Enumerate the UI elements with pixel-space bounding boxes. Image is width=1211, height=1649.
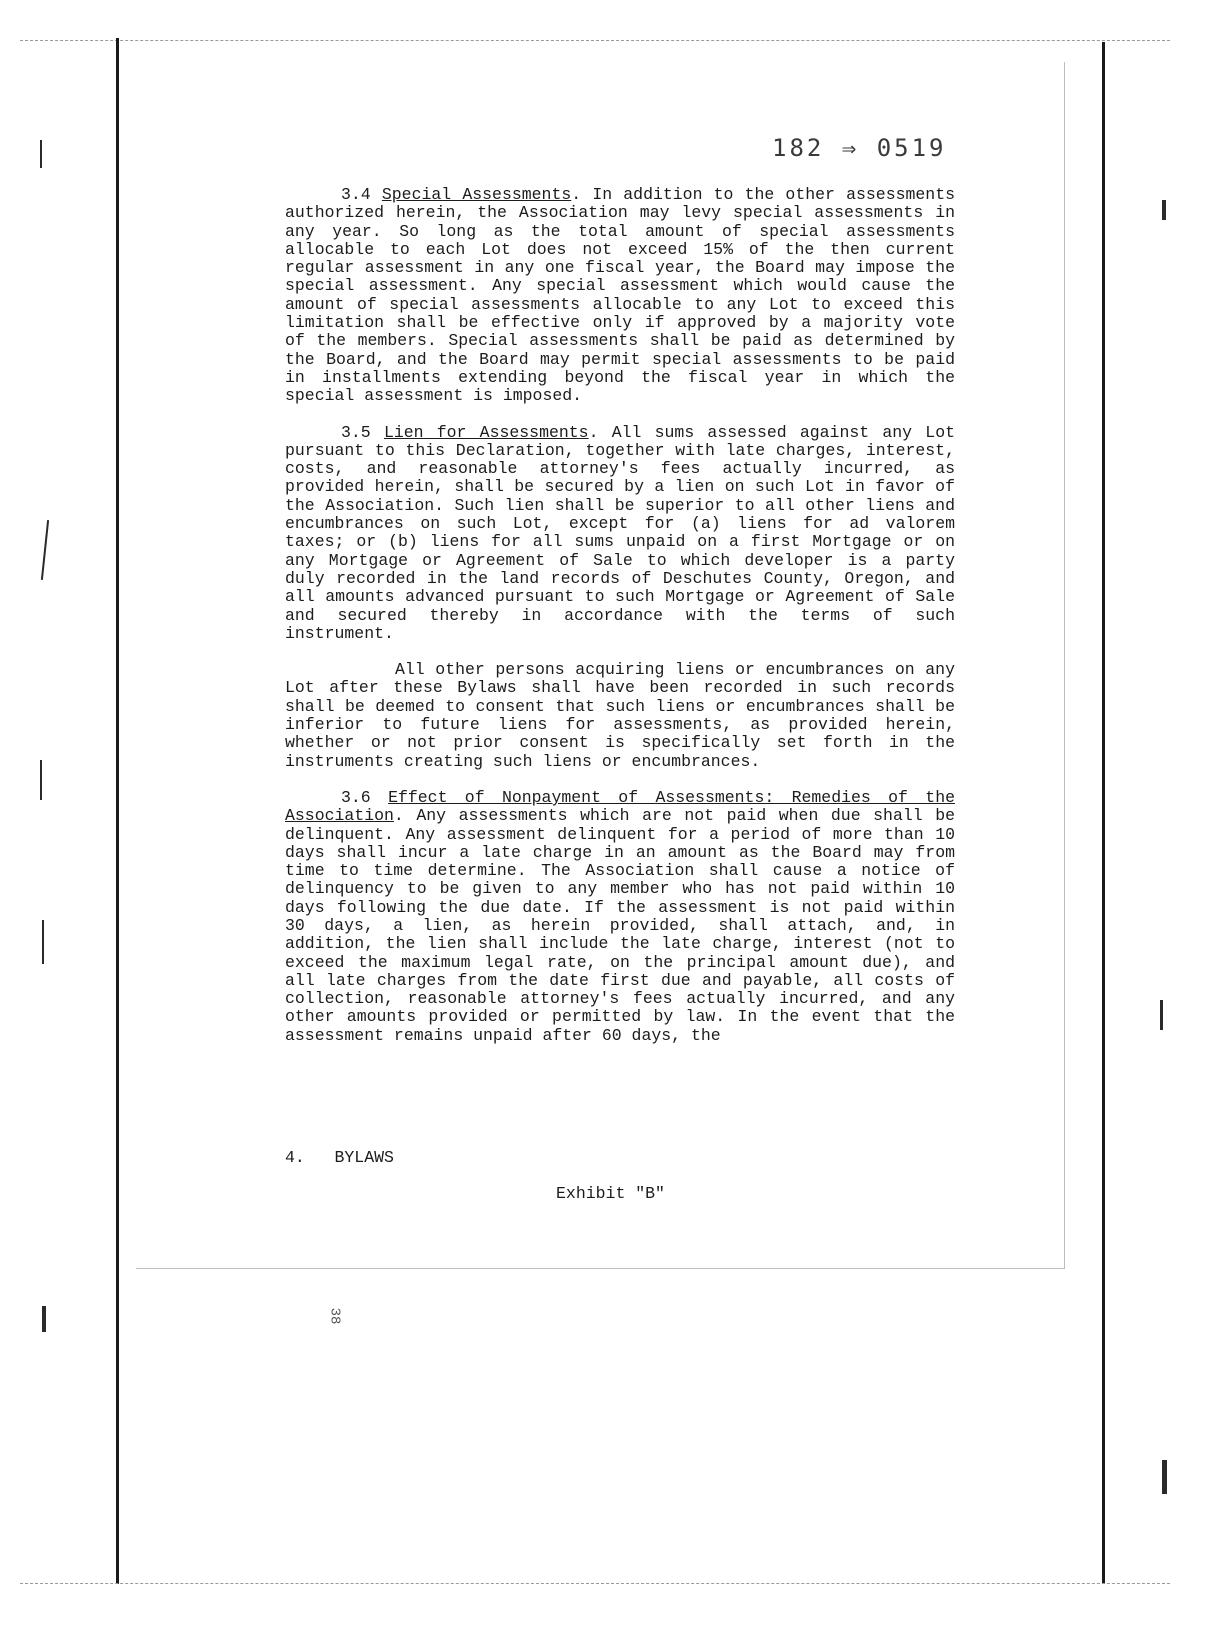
section-text: . Any assessments which are not paid when due shall be delinquent. Any assessment delinquent for a period of more than 10 days shall incur a late charge in an amount as the Board may from time to time determine. The Association shall cause a notice of delinquency to be given to any member who has not paid within 10 days following the due date. If the assessment is not paid within 30 days, a lien, as herein provided, shall attach, and, in addition, the lien shall include the late charge, interest (not to exceed the maximum legal rate, on the principal amount due), and all late charges from the date first due and payable, all costs of collection, reasonable attorney's fees actually incurred, and any other amounts provided or permitted by law. In the event that the assessment remains unpaid after 60 days, the	[285, 806, 955, 1045]
section-3-6	[285, 789, 955, 1045]
document-body	[285, 186, 955, 1045]
section-3-4	[285, 186, 955, 406]
margin-artifact	[42, 1306, 46, 1332]
section-number: 3.5	[341, 422, 371, 442]
exhibit-label: Exhibit "B"	[556, 1184, 665, 1203]
margin-artifact	[42, 920, 44, 964]
scan-left-border	[116, 38, 119, 1584]
section-number: 3.6	[341, 787, 371, 807]
margin-artifact	[1162, 200, 1166, 220]
document-stamp: 182 ⇒ 0519	[772, 134, 947, 162]
margin-artifact	[41, 520, 49, 580]
page-footer-label: 4. BYLAWS	[285, 1148, 394, 1167]
margin-artifact	[1162, 1460, 1167, 1494]
scan-bottom-edge	[20, 1583, 1170, 1584]
section-number: 3.4	[341, 185, 371, 204]
section-text: . All sums assessed against any Lot pursuant to this Declaration, together with late charges, interest, costs, and reasonable attorney's fees actually incurred, as provided herein, shall be secured by a lien on such Lot in favor of the Association. Such lien shall be superior to all other liens and encumbrances on such Lot, except for (a) liens for ad valorem taxes; or (b) liens for all sums unpaid on a first Mortgage or on any Mortgage or Agreement of Sale to which developer is a party duly recorded in the land records of Deschutes County, Oregon, and all amounts advanced pursuant to such Mortgage or Agreement of Sale and secured thereby in accordance with the terms of such instrument.	[285, 422, 955, 643]
scan-top-edge	[20, 40, 1170, 41]
margin-artifact	[40, 140, 42, 168]
stray-mark: 38	[326, 1307, 343, 1325]
section-heading: Lien for Assessments	[383, 422, 589, 442]
section-3-5-continued: All other persons acquiring liens or encumbrances on any Lot after these Bylaws shall have been recorded in such records shall be deemed to consent that such liens or encumbrances shall be inferior to future liens for assessments, as provided herein, whether or not prior consent is specifically set forth in the instruments creating such liens or encumbrances.	[285, 660, 955, 771]
section-heading: Effect of Nonpayment of Assessments: Remedies of the Association	[285, 787, 955, 826]
section-heading: Special Assessments	[381, 185, 572, 204]
margin-artifact	[40, 760, 42, 800]
scan-right-border	[1102, 42, 1105, 1584]
section-3-5	[285, 424, 955, 644]
margin-artifact	[1160, 1000, 1163, 1030]
section-text: . In addition to the other assessments authorized herein, the Association may levy special assessments in any year. So long as the total amount of special assessments allocable to each Lot does not exceed 15% of the then current regular assessment in any one fiscal year, the Board may impose the special assessment. Any special assessment which would cause the amount of special assessments allocable to any Lot to exceed this limitation shall be effective only if approved by a majority vote of the members. Special assessments shall be paid as determined by the Board, and the Board may permit special assessments to be paid in installments extending beyond the fiscal year in which the special assessment is imposed.	[285, 185, 956, 406]
